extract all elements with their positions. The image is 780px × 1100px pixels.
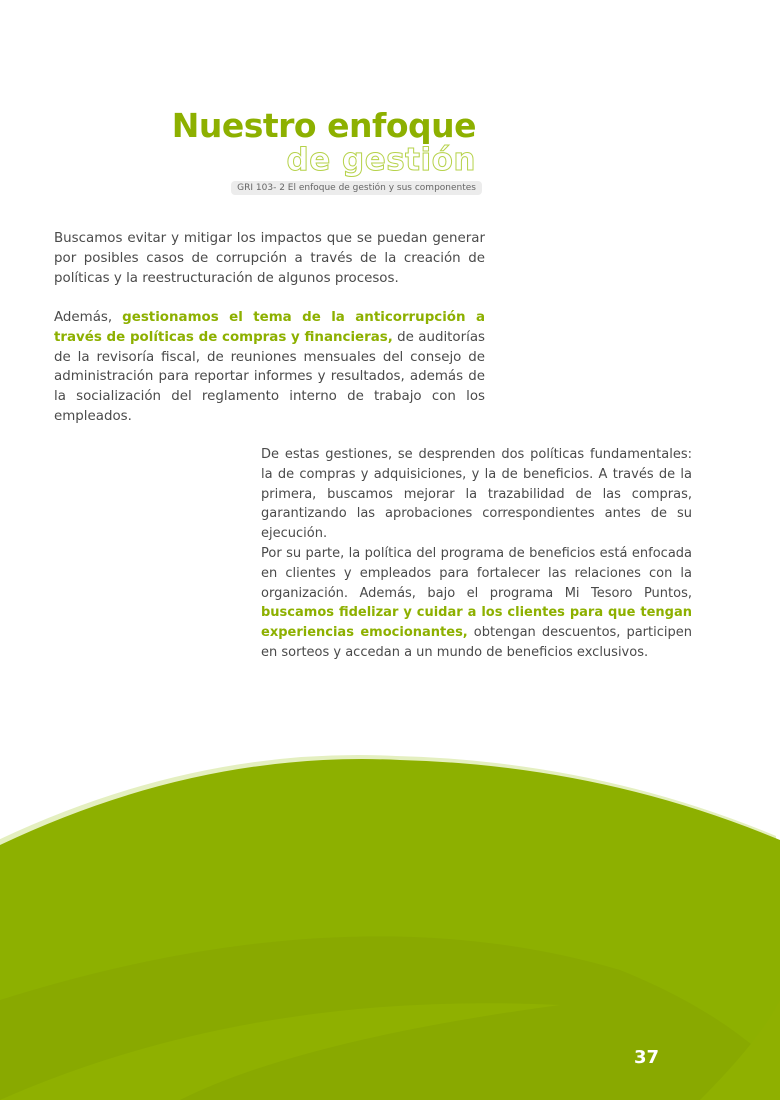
paragraph-2-end: de auditorías de la revisoría fiscal, de reuniones mensuales del consejo de administración para reportar informes y resultados, además de la socialización del reglamento interno de trabajo con los empleados. xyxy=(54,329,486,424)
page-title: Nuestro enfoque xyxy=(171,106,476,145)
gri-tag: GRI 103- 2 El enfoque de gestión y sus componentes xyxy=(231,181,482,195)
page-number: 37 xyxy=(634,1047,660,1068)
paragraph-4-start: Por su parte, la política del programa de beneficios está enfocada en clientes y empleados para fortalecer las relaciones con la organización. Además, bajo el programa Mi Tesoro Puntos, xyxy=(261,546,692,601)
paragraph-4-block xyxy=(261,544,692,663)
paragraph-3-block xyxy=(261,445,692,544)
paragraph-4-end: obtengan descuentos, participen en sorteos y accedan a un mundo de beneficios exclusivos. xyxy=(261,625,692,660)
paragraph-3: De estas gestiones, se desprenden dos políticas fundamentales: la de compras y adquisiciones, y la de beneficios. A través de la primera, buscamos mejorar la trazabilidad de las compras, garantizando las aprobaciones correspondientes antes de su ejecución. xyxy=(261,447,692,542)
paragraph-2-block xyxy=(54,308,485,427)
decorative-green-wave xyxy=(0,740,780,1100)
paragraph-2 xyxy=(54,308,485,427)
paragraph-1-block xyxy=(54,229,485,288)
paragraph-4-highlight: buscamos fidelizar y cuidar a los clientes para que tengan experiencias emocionantes, xyxy=(261,605,692,641)
page-subtitle: de gestión xyxy=(286,142,476,178)
paragraph-4 xyxy=(261,544,692,663)
paragraph-1: Buscamos evitar y mitigar los impactos que se puedan generar por posibles casos de corrupción a través de la creación de políticas y la reestructuración de algunos procesos. xyxy=(54,231,485,286)
paragraph-2-start: Además, xyxy=(54,310,123,325)
paragraph-2-highlight: gestionamos el tema de la anticorrupción a través de políticas de compras y financieras, xyxy=(54,310,485,345)
